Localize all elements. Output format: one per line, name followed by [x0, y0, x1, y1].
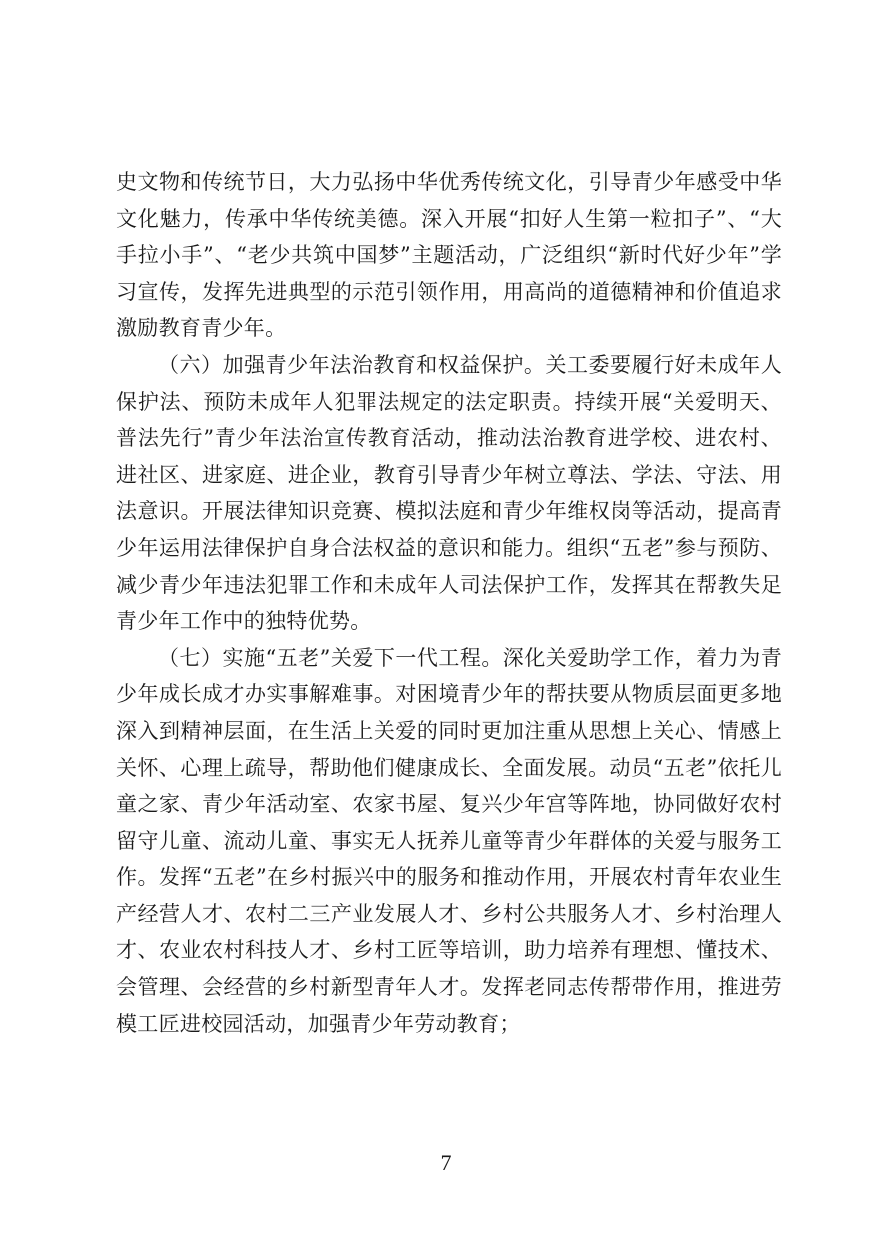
body-text [116, 164, 782, 1042]
paragraph-section-6: （六）加强青少年法治教育和权益保护。关工委要履行好未成年人保护法、预防未成年人犯罪法规定的法定职责。持续开展“关爱明天、普法先行”青少年法治宣传教育活动，推动法治教育进学校、进农村、进社区、进家庭、进企业，教育引导青少年树立尊法、学法、守法、用法意识。开展法律知识竞赛、模拟法庭和青少年维权岗等活动，提高青少年运用法律保护自身合法权益的意识和能力。组织“五老”参与预防、减少青少年违法犯罪工作和未成年人司法保护工作，发挥其在帮教失足青少年工作中的独特优势。 [116, 352, 782, 634]
paragraph-continuation: 史文物和传统节日，大力弘扬中华优秀传统文化，引导青少年感受中华文化魅力，传承中华传统美德。深入开展“扣好人生第一粒扣子”、“大手拉小手”、“老少共筑中国梦”主题活动，广泛组织“新时代好少年”学习宣传，发挥先进典型的示范引领作用，用高尚的道德精神和价值追求激励教育青少年。 [116, 170, 782, 341]
paragraph-section-7: （七）实施“五老”关爱下一代工程。深化关爱助学工作，着力为青少年成长成才办实事解难事。对困境青少年的帮扶要从物质层面更多地深入到精神层面，在生活上关爱的同时更加注重从思想上关心、情感上关怀、心理上疏导，帮助他们健康成长、全面发展。动员“五老”依托儿童之家、青少年活动室、农家书屋、复兴少年宫等阵地，协同做好农村留守儿童、流动儿童、事实无人抚养儿童等青少年群体的关爱与服务工作。发挥“五老”在乡村振兴中的服务和推动作用，开展农村青年农业生产经营人才、农村二三产业发展人才、乡村公共服务人才、乡村治理人才、农业农村科技人才、乡村工匠等培训，助力培养有理想、懂技术、会管理、会经营的乡村新型青年人才。发挥老同志传帮带作用，推进劳模工匠进校园活动，加强青少年劳动教育； [116, 645, 782, 1036]
page-number: 7 [440, 1150, 452, 1175]
